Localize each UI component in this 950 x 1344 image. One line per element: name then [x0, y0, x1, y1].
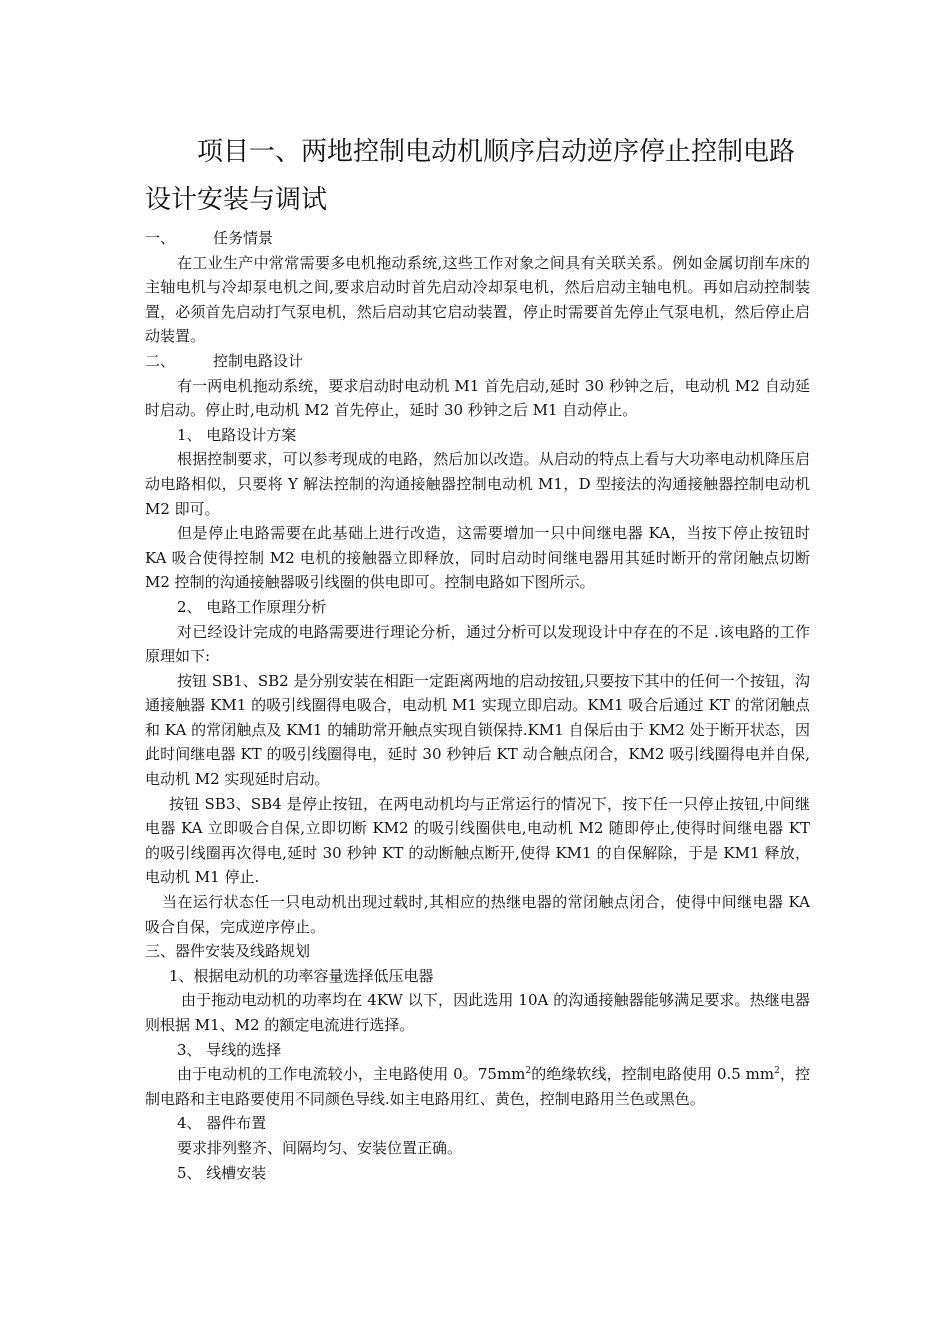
paragraph: 在工业生产中常常需要多电机拖动系统,这些工作对象之间具有关联关系。例如金属切削车床的主轴电机与冷却泵电机之间,要求启动时首先启动冷却泵电机，然后启动主轴电机。再如启动控制装置，必须首先启动打气泵电机，然后启动其它启动装置，停止时需要首先停止气泵电机，然后停止启动装置。 — [145, 253, 810, 346]
paragraph: 但是停止电路需要在此基础上进行改造，这需要增加一只中间继电器 KA，当按下停止按钮时 KA 吸合使得控制 M2 电机的接触器立即释放，同时启动时间继电器用其延时断开的常闭触点切断 M2 控制的沟通接触器吸引线圈的供电即可。控制电路如下图所示。 — [145, 524, 810, 592]
superscript: 2 — [774, 1066, 780, 1077]
paragraph: 根据控制要求，可以参考现成的电路，然后加以改造。从启动的特点上看与大功率电动机降压启动电路相似，只要将 Y 解法控制的沟通接触器控制电动机 M1，D 型接法的沟通接触器控制电动机 M2 即可。 — [145, 450, 810, 518]
paragraph: 要求排列整齐、间隔均匀、安装位置正确。 — [177, 1138, 463, 1157]
paragraph: 按钮 SB1、SB2 是分别安装在相距一定距离两地的启动按钮,只要按下其中的任何一个按钮，沟通接触器 KM1 的吸引线圈得电吸合，电动机 M1 实现立即启动。KM1 吸合后通过 KT 的常闭触点和 KA 的常闭触点及 KM1 的辅助常开触点实现自锁保持.KM1 自保后由于 KM2 处于断开状态，因此时间继电器 KT 的吸引线圈得电，延时 30 秒钟后 KT 动合触点闭合，KM2 吸引线圈得电并自保,电动机 M2 实现延时启动。 — [145, 671, 810, 789]
subheading: 4、 器件布置 — [177, 1114, 267, 1133]
text-run: ，控制电路和主电路要使用不同颜色导线.如主电路用红、黄色，控制电路用兰色或黑色。 — [145, 1065, 810, 1108]
section-title: 控制电路设计 — [213, 351, 304, 370]
section-number: 一、 — [145, 229, 176, 247]
paragraph: 对已经设计完成的电路需要进行理论分析，通过分析可以发现设计中存在的不足 .该电路的工作原理如下: — [145, 622, 810, 666]
section-heading-3: 三、器件安装及线路规划 — [145, 942, 311, 961]
section-heading-2 — [145, 349, 810, 374]
section-number: 二、 — [145, 351, 176, 370]
paragraph: 有一两电机拖动系统，要求启动时电动机 M1 首先启动,延时 30 秒钟之后，电动机 M2 自动延时启动。停止时,电动机 M2 首先停止，延时 30 秒钟之后 M1 自动停止。 — [145, 376, 810, 420]
document-body — [145, 226, 810, 1185]
document-title: 项目一、两地控制电动机顺序启动逆序停止控制电路设计安装与调试 — [145, 137, 796, 215]
subheading: 2、 电路工作原理分析 — [177, 597, 327, 616]
subheading: 1、根据电动机的功率容量选择低压电器 — [169, 966, 434, 985]
paragraph — [145, 1062, 810, 1111]
paragraph: 当在运行状态任一只电动机出现过载时,其相应的热继电器的常闭触点闭合，使得中间继电器 KA 吸合自保，完成逆序停止。 — [145, 893, 810, 936]
text-run: 的绝缘软线，控制电路使用 0.5 mm — [531, 1065, 775, 1084]
paragraph: 由于拖动电动机的功率均在 4KW 以下，因此选用 10A 的沟通接触器能够满足要求。热继电器则根据 M1、M2 的额定电流进行选择。 — [145, 991, 810, 1034]
subheading: 3、 导线的选择 — [177, 1040, 282, 1059]
section-title: 任务情景 — [213, 229, 274, 247]
text-run: 由于电动机的工作电流较小，主电路使用 0。75mm — [177, 1065, 526, 1084]
superscript: 2 — [525, 1066, 532, 1077]
paragraph: 按钮 SB3、SB4 是停止按钮，在两电动机均与正常运行的情况下，按下任一只停止按钮,中间继电器 KA 立即吸合自保,立即切断 KM2 的吸引线圈供电,电动机 M2 随即停止,使得时间继电器 KT 的吸引线圈再次得电,延时 30 秒钟 KT 的动断触点断开,使得 KM1 的自保解除，于是 KM1 释放，电动机 M1 停止. — [145, 794, 810, 887]
subheading: 1、 电路设计方案 — [177, 425, 297, 444]
section-heading-1 — [145, 226, 810, 251]
subheading: 5、 线槽安装 — [177, 1163, 267, 1182]
